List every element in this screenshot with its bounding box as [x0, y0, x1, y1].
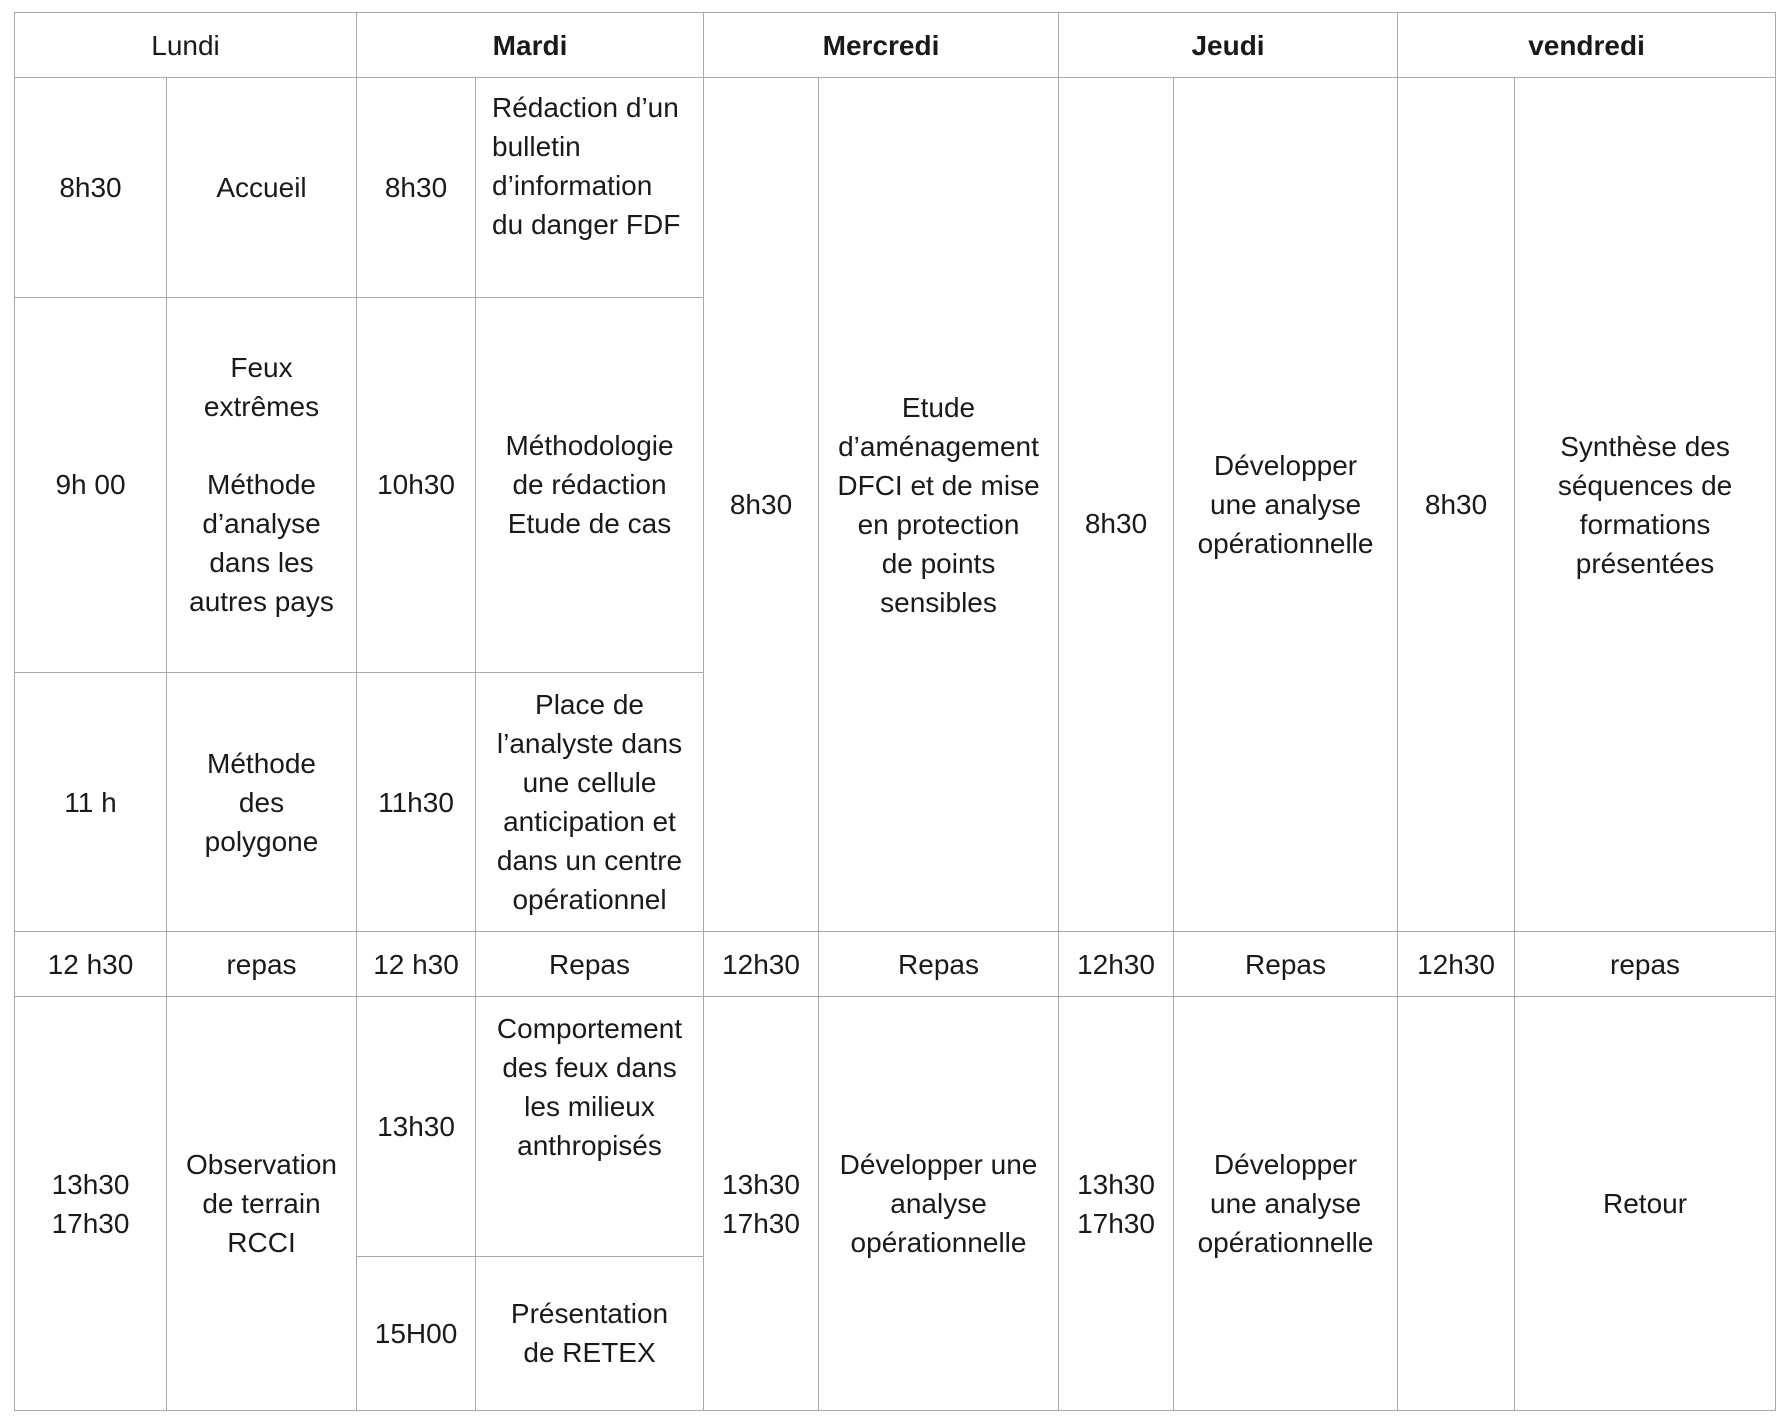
jeudi-lunch-time-cell: 12h30 — [1059, 931, 1174, 996]
mercredi-lunch-time-cell: 12h30 — [704, 931, 819, 996]
vendredi-time-cell: 8h30 — [1398, 78, 1515, 932]
mercredi-lunch-cell: Repas — [819, 931, 1059, 996]
jeudi-activity-cell: Développer une analyse opérationnelle — [1174, 78, 1398, 932]
day-header-mardi: Mardi — [357, 13, 704, 78]
jeudi-time-cell: 8h30 — [1059, 78, 1174, 932]
afternoon-row-1 — [15, 997, 1776, 1257]
vendredi-lunch-cell: repas — [1515, 931, 1776, 996]
vendredi-lunch-time-cell: 12h30 — [1398, 931, 1515, 996]
lundi-activity-cell: Méthode des polygone — [167, 673, 357, 932]
weekly-schedule-table — [14, 12, 1776, 1411]
vendredi-pm-activity-cell: Retour — [1515, 997, 1776, 1411]
mardi-pm-time-cell: 13h30 — [357, 997, 476, 1257]
mardi-activity-cell: Rédaction d’un bulletin d’information du danger FDF — [476, 78, 704, 297]
lundi-time-cell: 11 h — [15, 673, 167, 932]
lundi-activity-cell: Accueil — [167, 78, 357, 297]
mercredi-activity-cell: Etude d’aménagement DFCI et de mise en protection de points sensibles — [819, 78, 1059, 932]
lundi-activity-cell: Feux extrêmes Méthode d’analyse dans les autres pays — [167, 297, 357, 673]
lundi-time-cell: 9h 00 — [15, 297, 167, 673]
mercredi-time-cell: 8h30 — [704, 78, 819, 932]
day-header-vendredi: vendredi — [1398, 13, 1776, 78]
day-header-lundi: Lundi — [15, 13, 357, 78]
mardi-pm-time-cell: 15H00 — [357, 1256, 476, 1410]
day-header-mercredi: Mercredi — [704, 13, 1059, 78]
mardi-pm-activity-cell: Comportement des feux dans les milieux anthropisés — [476, 997, 704, 1257]
jeudi-lunch-cell: Repas — [1174, 931, 1398, 996]
lunch-row — [15, 931, 1776, 996]
mardi-lunch-cell: Repas — [476, 931, 704, 996]
mardi-activity-cell: Place de l’analyste dans une cellule anticipation et dans un centre opérationnel — [476, 673, 704, 932]
mercredi-pm-activity-cell: Développer une analyse opérationnelle — [819, 997, 1059, 1411]
jeudi-pm-time-cell: 13h30 17h30 — [1059, 997, 1174, 1411]
vendredi-pm-time-cell — [1398, 997, 1515, 1411]
mardi-activity-cell: Méthodologie de rédaction Etude de cas — [476, 297, 704, 673]
mardi-time-cell: 8h30 — [357, 78, 476, 297]
day-header-jeudi: Jeudi — [1059, 13, 1398, 78]
mercredi-pm-time-cell: 13h30 17h30 — [704, 997, 819, 1411]
lundi-lunch-time-cell: 12 h30 — [15, 931, 167, 996]
lundi-time-cell: 8h30 — [15, 78, 167, 297]
mardi-lunch-time-cell: 12 h30 — [357, 931, 476, 996]
mardi-pm-activity-cell: Présentation de RETEX — [476, 1256, 704, 1410]
lundi-pm-activity-cell: Observation de terrain RCCI — [167, 997, 357, 1411]
day-header-row — [15, 13, 1776, 78]
lundi-pm-time-cell: 13h30 17h30 — [15, 997, 167, 1411]
mardi-time-cell: 11h30 — [357, 673, 476, 932]
morning-row-1 — [15, 78, 1776, 297]
mardi-time-cell: 10h30 — [357, 297, 476, 673]
lundi-lunch-cell: repas — [167, 931, 357, 996]
jeudi-pm-activity-cell: Développer une analyse opérationnelle — [1174, 997, 1398, 1411]
vendredi-activity-cell: Synthèse des séquences de formations présentées — [1515, 78, 1776, 932]
